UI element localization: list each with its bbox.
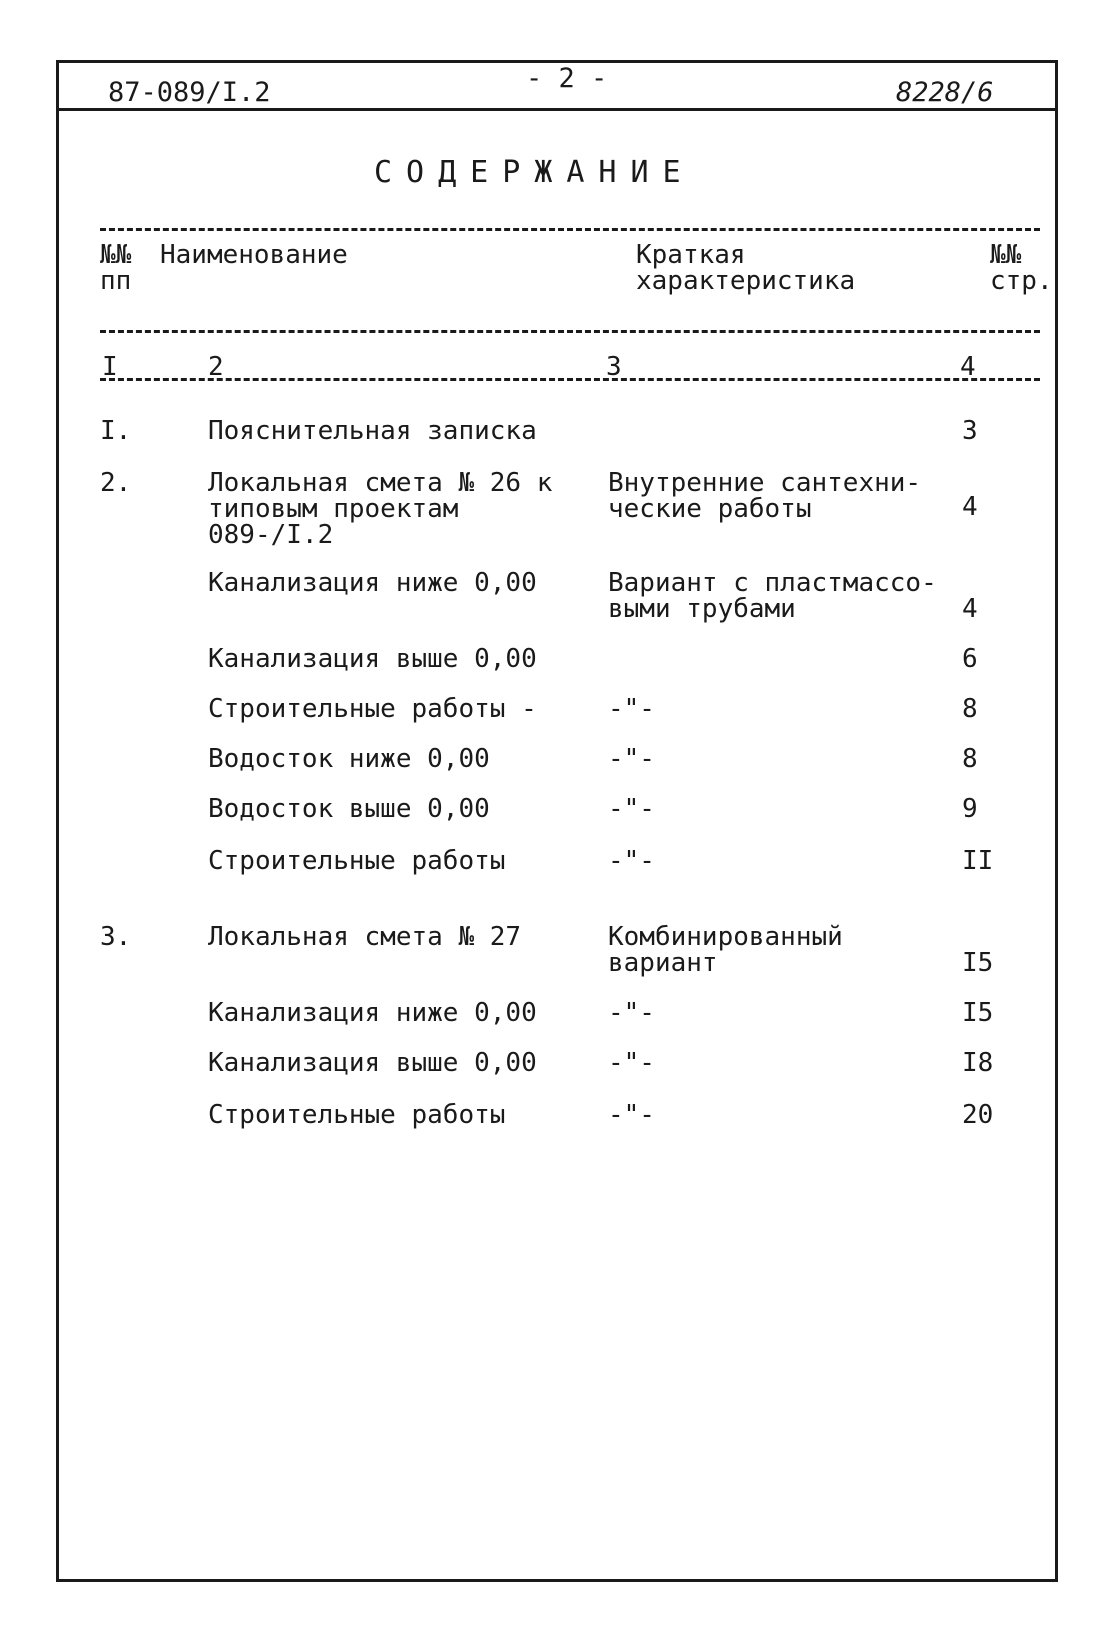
column-number-1: I <box>102 352 118 382</box>
row-page: I5 <box>962 948 994 978</box>
row-description: -"- <box>608 694 655 724</box>
column-number-4: 4 <box>960 352 976 382</box>
row-number: 2. <box>100 468 132 498</box>
row-number: I. <box>100 416 132 446</box>
row-description: -"- <box>608 998 655 1028</box>
row-description: -"- <box>608 744 655 774</box>
row-page: 8 <box>962 744 978 774</box>
row-description: -"- <box>608 846 655 876</box>
row-page: 8 <box>962 694 978 724</box>
row-name: Канализация выше 0,00 <box>208 1048 537 1078</box>
row-description: -"- <box>608 1048 655 1078</box>
row-page: 20 <box>962 1100 994 1130</box>
sheet-reference: 8228/6 <box>896 77 994 108</box>
row-number: 3. <box>100 922 132 952</box>
column-header-page: №№ стр. <box>990 240 1053 296</box>
column-header-name: Наименование <box>160 240 348 270</box>
row-name: Локальная смета № 26 к типовым проектам 089-/I.2 <box>208 468 553 550</box>
row-name: Канализация выше 0,00 <box>208 644 537 674</box>
row-name: Строительные работы <box>208 846 506 876</box>
row-description: Комбинированный вариант <box>608 922 843 978</box>
column-header-num: №№ пп <box>100 240 132 296</box>
row-page: 3 <box>962 416 978 446</box>
row-description: Внутренние сантехни- ческие работы <box>608 468 922 524</box>
row-page: I8 <box>962 1048 994 1078</box>
row-name: Строительные работы - <box>208 694 537 724</box>
row-description: Вариант с пластмассо- выми трубами <box>608 568 937 624</box>
row-name: Канализация ниже 0,00 <box>208 568 537 598</box>
table-top-rule <box>100 228 1040 231</box>
row-page: 4 <box>962 594 978 624</box>
table-header-rule <box>100 330 1040 333</box>
row-name: Строительные работы <box>208 1100 506 1130</box>
header-divider <box>56 108 1058 111</box>
row-page: 4 <box>962 492 978 522</box>
row-page: 9 <box>962 794 978 824</box>
column-number-3: 3 <box>606 352 622 382</box>
row-page: 6 <box>962 644 978 674</box>
column-header-desc: Краткая характеристика <box>636 240 856 296</box>
row-name: Пояснительная записка <box>208 416 537 446</box>
column-number-2: 2 <box>208 352 224 382</box>
row-name: Канализация ниже 0,00 <box>208 998 537 1028</box>
row-description: -"- <box>608 794 655 824</box>
row-name: Водосток ниже 0,00 <box>208 744 490 774</box>
row-page: I5 <box>962 998 994 1028</box>
row-description: -"- <box>608 1100 655 1130</box>
row-name: Водосток выше 0,00 <box>208 794 490 824</box>
page-frame <box>56 60 1058 1582</box>
page-title: СОДЕРЖАНИЕ <box>374 155 695 190</box>
row-name: Локальная смета № 27 <box>208 922 522 952</box>
row-page: II <box>962 846 994 876</box>
document-code: 87-089/I.2 <box>108 77 271 108</box>
column-numbers-rule <box>100 378 1040 381</box>
page-number: - 2 - <box>526 63 608 94</box>
